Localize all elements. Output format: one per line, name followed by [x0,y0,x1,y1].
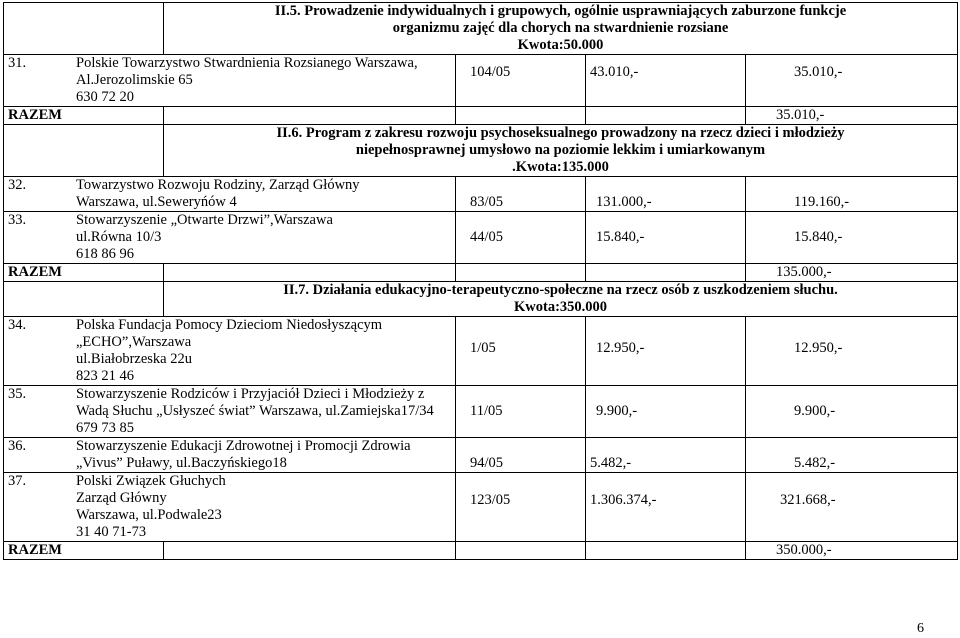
entry-line: 618 86 96 [76,246,134,262]
entry-kwota: 15.840,- [596,229,645,245]
entry-kwota: 131.000,- [596,194,652,210]
section-title: II.6. Program z zakresu rozwoju psychoseksualnego prowadzony na rzecz dzieci i młodzieży [276,125,845,141]
entry-umowa: 1/05 [470,339,496,356]
table-row [4,55,958,107]
entry-umowa: 104/05 [470,63,511,80]
entry-number: 31. [8,55,27,71]
section-amount: .Kwota:135.000 [512,159,609,175]
table-row [4,317,958,386]
razem-label: RAZEM [4,542,164,560]
entry-name: Polskie Towarzystwo Stwardnienia Rozsianego Warszawa, [76,55,418,71]
section-title: niepełnosprawnej umysłowo na poziomie lekkim i umiarkowanym [355,142,766,158]
table-row [4,212,958,264]
entry-name: Stowarzyszenie Rodziców i Przyjaciół Dzieci i Młodzieży z [76,386,425,402]
entry-number: 37. [8,473,27,489]
entry-kwota: 12.950,- [596,339,645,356]
entry-line: „ECHO”,Warszawa [76,334,192,350]
razem-value: 135.000,- [746,264,958,282]
entry-umowa: 11/05 [470,403,503,419]
entry-umowa: 83/05 [470,194,504,210]
entry-line: ul.Białobrzeska 22u [76,351,192,367]
entry-number: 36. [8,438,27,454]
entry-umowa: 94/05 [470,455,504,471]
entry-line: Wadą Słuchu „Usłyszeć świat” Warszawa, ul.Zamiejska17/34 [76,403,434,419]
razem-row [4,264,958,282]
entry-line: „Vivus” Puławy, ul.Baczyńskiego18 [76,455,287,471]
entry-umowa: 123/05 [470,491,511,508]
section-header [4,282,958,317]
entry-przyznano: 119.160,- [794,194,850,210]
entry-line: 31 40 71-73 [76,524,147,540]
entry-kwota: 9.900,- [596,403,638,419]
entry-line: Zarząd Główny [76,490,167,506]
section-title: organizmu zajęć dla chorych na stwardnienie rozsiane [392,20,729,36]
entry-number: 33. [8,212,27,228]
entry-line: 630 72 20 [76,89,134,105]
razem-label: RAZEM [4,264,164,282]
entry-line: Warszawa, ul.Seweryńów 4 [76,194,237,210]
entry-number: 34. [8,317,27,333]
entry-line: 823 21 46 [76,368,134,384]
page-number: 6 [917,621,924,636]
table-row [4,386,958,438]
entry-number: 35. [8,386,27,402]
section-amount: Kwota:350.000 [513,299,608,315]
entry-umowa: 44/05 [470,229,504,245]
entry-name: Polska Fundacja Pomocy Dzieciom Niedosłyszącym [76,317,383,333]
table-row [4,177,958,212]
entry-kwota: 5.482,- [590,455,632,471]
entry-przyznano: 35.010,- [794,63,843,80]
entry-przyznano: 321.668,- [780,491,836,508]
table-row [4,438,958,473]
entry-przyznano: 12.950,- [794,339,843,356]
entry-number: 32. [8,177,27,193]
section-amount: Kwota:50.000 [517,37,604,53]
entry-line: ul.Równa 10/3 [76,229,162,245]
entry-line: 679 73 85 [76,420,134,436]
entry-name: Stowarzyszenie „Otwarte Drzwi”,Warszawa [76,212,333,228]
razem-label: RAZEM [4,107,164,125]
razem-row [4,542,958,560]
entry-line: Warszawa, ul.Podwale23 [76,507,222,523]
section-title: II.5. Prowadzenie indywidualnych i grupowych, ogólnie usprawniających zaburzone funkcje [274,3,847,19]
razem-value: 35.010,- [746,107,958,125]
razem-value: 350.000,- [746,542,958,560]
entry-przyznano: 9.900,- [794,403,836,419]
entry-kwota: 1.306.374,- [590,491,657,508]
table-row [4,473,958,542]
entry-name: Towarzystwo Rozwoju Rodziny, Zarząd Główny [76,177,360,193]
grants-table [3,2,958,560]
entry-przyznano: 5.482,- [794,455,836,471]
entry-przyznano: 15.840,- [794,229,843,245]
section-header [4,3,958,55]
entry-kwota: 43.010,- [590,63,639,80]
entry-name: Polski Związek Głuchych [76,473,226,489]
razem-row [4,107,958,125]
entry-name: Stowarzyszenie Edukacji Zdrowotnej i Promocji Zdrowia [76,438,411,454]
entry-line: Al.Jerozolimskie 65 [76,72,193,88]
section-header [4,125,958,177]
section-title: II.7. Działania edukacyjno-terapeutyczno-społeczne na rzecz osób z uszkodzeniem słuchu. [283,282,838,298]
